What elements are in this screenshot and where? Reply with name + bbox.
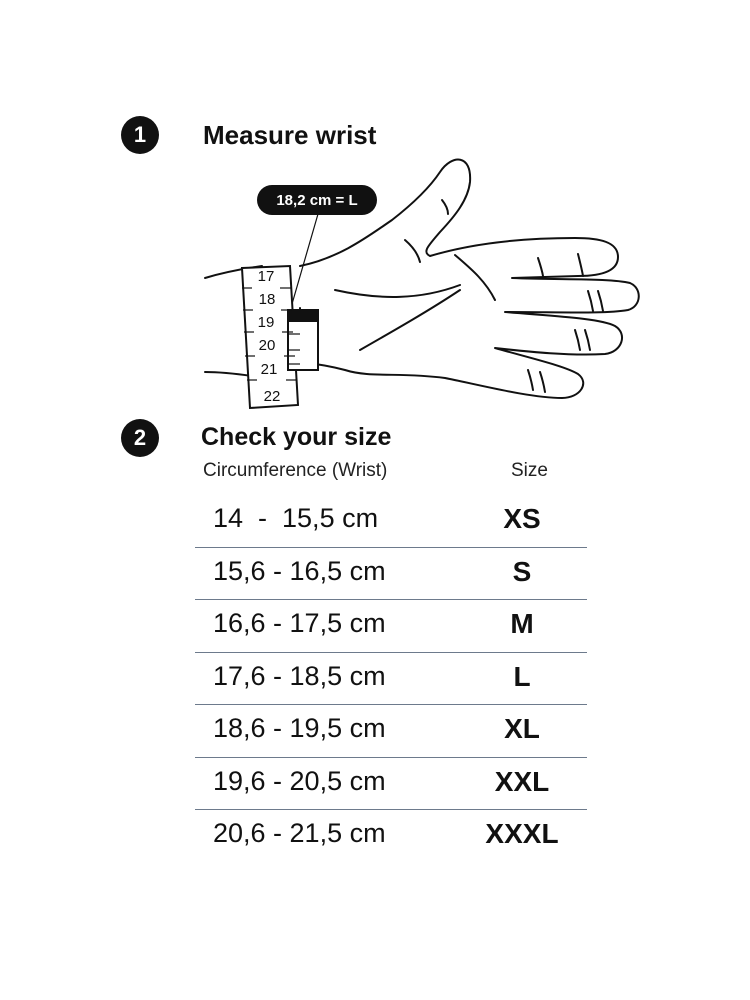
callout-pointer [292,214,318,304]
tape-number: 17 [257,268,275,285]
measuring-tape [242,266,318,408]
step-1-title: Measure wrist [203,120,377,150]
column-header-circumference: Circumference (Wrist) [203,460,388,481]
circumference-cell: 14 - 15,5 cm [213,503,379,533]
circumference-cell: 18,6 - 19,5 cm [213,713,386,743]
size-cell: XL [504,713,540,744]
column-header-size: Size [511,460,548,481]
table-row [195,810,587,862]
callout-text: 18,2 cm = L [276,192,358,209]
step-2-title: Check your size [201,423,392,451]
size-cell: S [512,555,532,587]
table-row [195,600,587,653]
size-cell: XXL [494,765,550,797]
tape-number: 21 [260,361,278,378]
forearm-bottom-edge [205,372,252,376]
step-1-badge: 1 [121,116,159,154]
table-row [195,495,587,548]
table-row [195,653,587,706]
tape-number: 20 [258,337,276,354]
size-cell: XXXL [485,818,559,849]
tape-number: 18 [258,291,276,308]
size-cell: L [513,660,531,692]
circumference-cell: 19,6 - 20,5 cm [213,765,386,796]
circumference-cell: 20,6 - 21,5 cm [213,818,386,848]
circumference-cell: 15,6 - 16,5 cm [213,555,386,586]
circumference-cell: 16,6 - 17,5 cm [213,608,386,638]
size-table [195,495,587,862]
circumference-cell: 17,6 - 18,5 cm [213,660,386,691]
tape-number: 19 [257,314,275,331]
size-cell: M [510,608,534,639]
table-row [195,548,587,601]
table-row [195,705,587,758]
step-2-badge: 2 [121,419,159,457]
tape-number: 22 [263,388,281,405]
size-cell: XS [503,503,541,534]
hand-measure-illustration [195,150,655,412]
table-row [195,758,587,811]
